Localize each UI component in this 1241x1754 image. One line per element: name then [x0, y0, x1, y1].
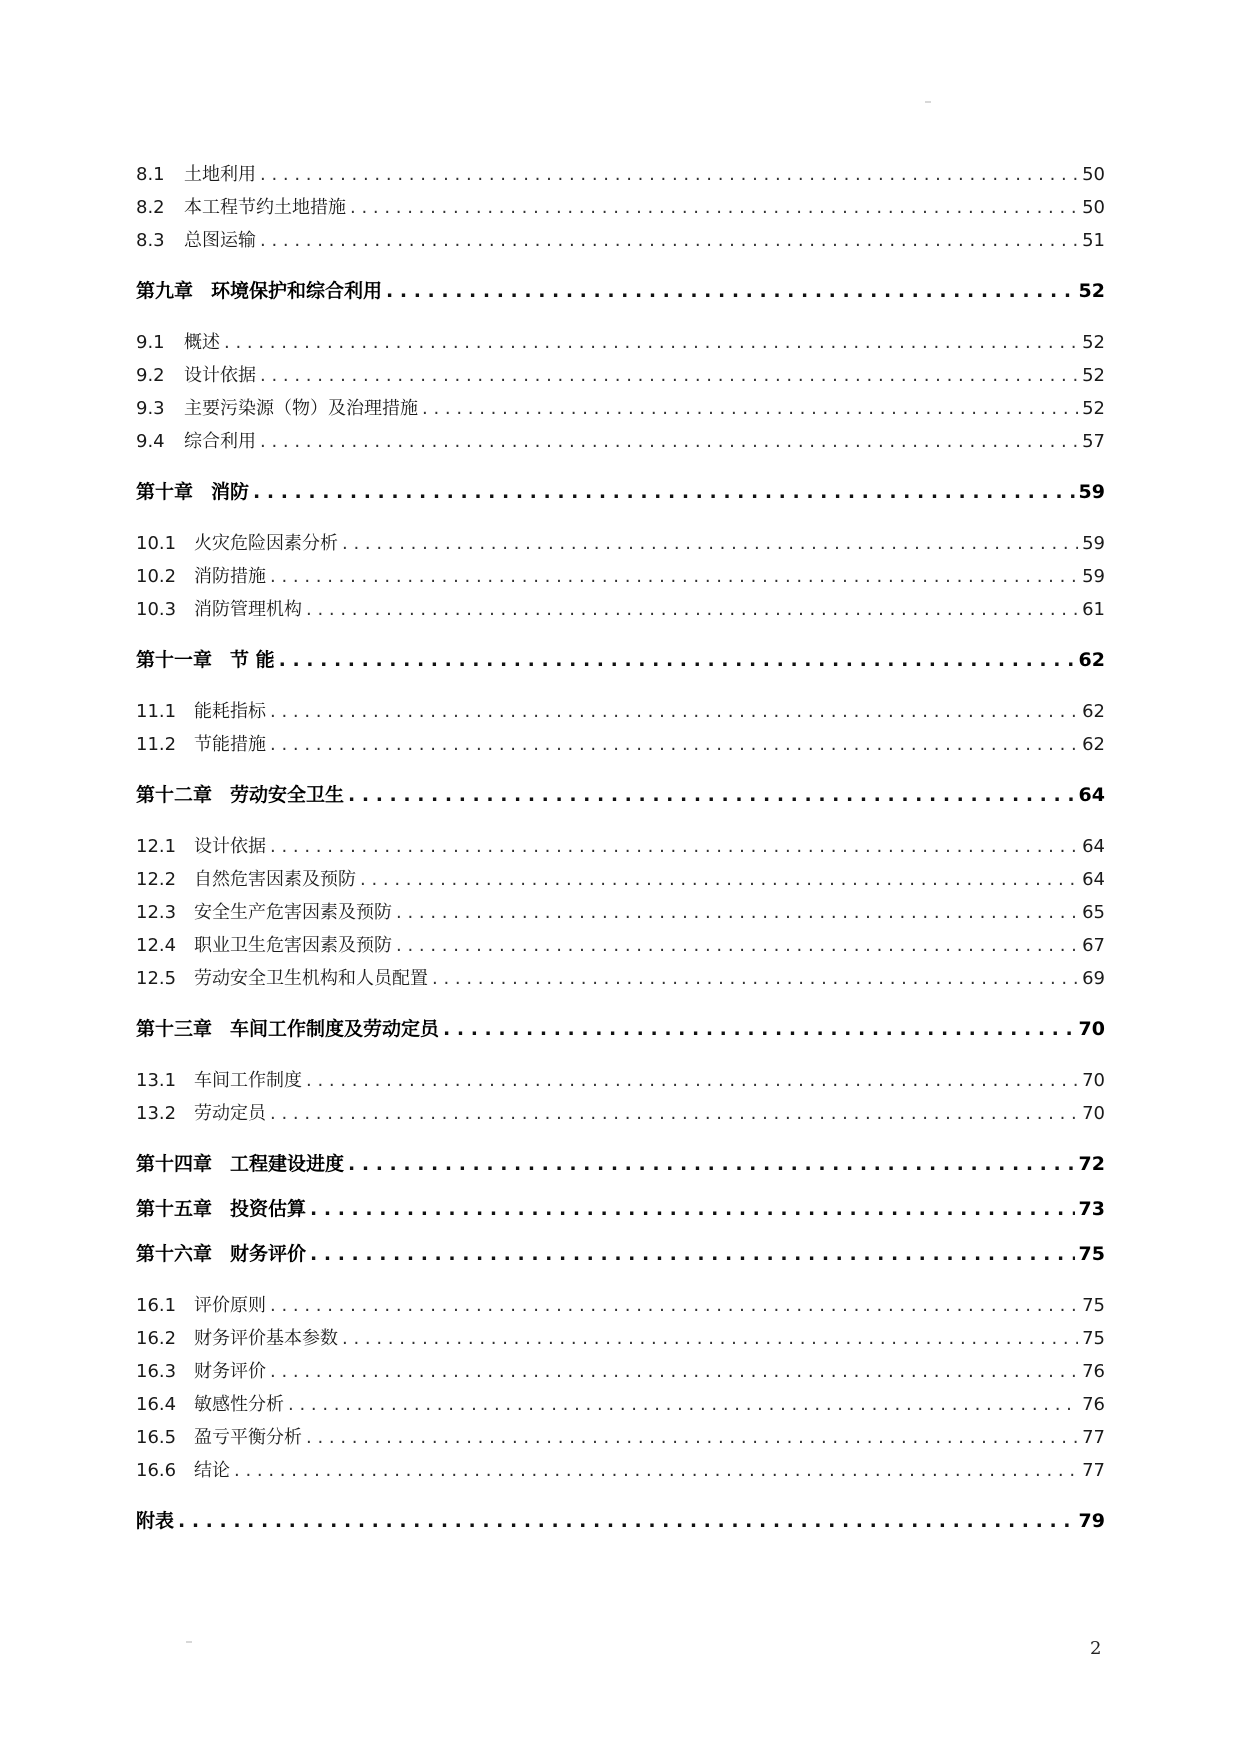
- toc-dot-leader: [396, 896, 1078, 929]
- toc-dot-leader: [306, 1064, 1078, 1097]
- toc-section-entry[interactable]: [136, 527, 1105, 560]
- toc-dot-leader: [270, 695, 1078, 728]
- toc-entry-page: 69: [1082, 968, 1105, 989]
- toc-section-entry[interactable]: [136, 425, 1105, 458]
- toc-entry-number: 第九章: [136, 280, 194, 302]
- toc-section-entry[interactable]: [136, 224, 1105, 257]
- toc-entry-number: 12.1: [136, 836, 177, 857]
- toc-section-entry[interactable]: [136, 1064, 1105, 1097]
- toc-entry-number: 第十章: [136, 481, 194, 503]
- toc-entry-title: 节 能: [230, 649, 275, 671]
- toc-chapter-entry[interactable]: [136, 1007, 1105, 1052]
- toc-dot-leader: [260, 359, 1078, 392]
- toc-entry-number: 13.1: [136, 1070, 177, 1091]
- toc-entry-title: 盈亏平衡分析: [194, 1427, 302, 1448]
- toc-section-entry[interactable]: [136, 863, 1105, 896]
- toc-entry-title: 能耗指标: [194, 701, 266, 722]
- toc-entry-page: 62: [1078, 649, 1105, 671]
- toc-dot-leader: [234, 1454, 1078, 1487]
- toc-dot-leader: [350, 191, 1078, 224]
- toc-section-entry[interactable]: [136, 1421, 1105, 1454]
- toc-entry-title: 投资估算: [230, 1198, 307, 1220]
- toc-dot-leader: [270, 560, 1078, 593]
- toc-entry-page: 61: [1082, 599, 1105, 620]
- toc-entry-number: 10.1: [136, 533, 177, 554]
- toc-dot-leader: [306, 593, 1078, 626]
- toc-entry-page: 75: [1082, 1295, 1105, 1316]
- toc-entry-page: 50: [1082, 197, 1105, 218]
- toc-entry-page: 62: [1082, 734, 1105, 755]
- toc-entry-number: 8.2: [136, 197, 165, 218]
- toc-entry-title: 火灾危险因素分析: [194, 533, 338, 554]
- toc-entry-title: 车间工作制度: [194, 1070, 302, 1091]
- toc-entry-page: 67: [1082, 935, 1105, 956]
- toc-entry-number: 第十一章: [136, 649, 213, 671]
- toc-dot-leader: [178, 1499, 1075, 1544]
- toc-entry-page: 52: [1082, 398, 1105, 419]
- toc-entry-number: 第十五章: [136, 1198, 213, 1220]
- toc-entry-number: 11.2: [136, 734, 177, 755]
- toc-dot-leader: [348, 773, 1075, 818]
- toc-entry-number: 12.4: [136, 935, 177, 956]
- toc-entry-title: 财务评价: [230, 1243, 307, 1265]
- toc-entry-number: 16.5: [136, 1427, 177, 1448]
- toc-section-entry[interactable]: [136, 929, 1105, 962]
- toc-section-entry[interactable]: [136, 1097, 1105, 1130]
- toc-entry-page: 79: [1078, 1510, 1105, 1532]
- toc-chapter-entry[interactable]: [136, 773, 1105, 818]
- toc-section-entry[interactable]: [136, 830, 1105, 863]
- page-number: 2: [1090, 1638, 1102, 1659]
- toc-dot-leader: [270, 1289, 1078, 1322]
- toc-entry-title: 劳动安全卫生机构和人员配置: [194, 968, 428, 989]
- toc-section-entry[interactable]: [136, 359, 1105, 392]
- toc-entry-title: 安全生产危害因素及预防: [194, 902, 392, 923]
- toc-entry-number: 10.3: [136, 599, 177, 620]
- toc-entry-number: 12.3: [136, 902, 177, 923]
- toc-entry-title: 劳动安全卫生: [230, 784, 345, 806]
- toc-section-entry[interactable]: [136, 962, 1105, 995]
- toc-entry-title: 劳动定员: [194, 1103, 266, 1124]
- toc-entry-page: 62: [1082, 701, 1105, 722]
- toc-entry-page: 70: [1078, 1018, 1105, 1040]
- toc-chapter-entry[interactable]: [136, 269, 1105, 314]
- toc-entry-title: 消防管理机构: [194, 599, 302, 620]
- toc-entry-number: 9.2: [136, 365, 165, 386]
- toc-entry-page: 64: [1082, 869, 1105, 890]
- toc-section-entry[interactable]: [136, 1322, 1105, 1355]
- toc-dot-leader: [260, 425, 1078, 458]
- toc-entry-page: 59: [1082, 566, 1105, 587]
- toc-dot-leader: [342, 527, 1078, 560]
- toc-section-entry[interactable]: [136, 728, 1105, 761]
- toc-entry-title: 结论: [194, 1460, 230, 1481]
- toc-entry-title: 工程建设进度: [230, 1153, 345, 1175]
- toc-entry-title: 设计依据: [194, 836, 266, 857]
- toc-dot-leader: [270, 1355, 1078, 1388]
- toc-entry-number: 11.1: [136, 701, 177, 722]
- toc-section-entry[interactable]: [136, 1388, 1105, 1421]
- toc-entry-title: 主要污染源（物）及治理措施: [184, 398, 418, 419]
- toc-section-entry[interactable]: [136, 326, 1105, 359]
- toc-entry-title: 土地利用: [184, 164, 256, 185]
- toc-entry-page: 52: [1082, 332, 1105, 353]
- toc-entry-title: 财务评价基本参数: [194, 1328, 338, 1349]
- toc-dot-leader: [270, 1097, 1078, 1130]
- toc-entry-page: 52: [1078, 280, 1105, 302]
- toc-dot-leader: [224, 326, 1078, 359]
- toc-entry-page: 76: [1082, 1394, 1105, 1415]
- toc-entry-number: 13.2: [136, 1103, 177, 1124]
- toc-section-entry[interactable]: [136, 1289, 1105, 1322]
- toc-entry-page: 77: [1082, 1427, 1105, 1448]
- toc-dot-leader: [253, 470, 1075, 515]
- toc-entry-number: 第十三章: [136, 1018, 213, 1040]
- toc-dot-leader: [279, 638, 1075, 683]
- table-of-contents: [136, 158, 1105, 1544]
- toc-entry-page: 70: [1082, 1070, 1105, 1091]
- toc-section-entry[interactable]: [136, 896, 1105, 929]
- toc-entry-title: 自然危害因素及预防: [194, 869, 356, 890]
- toc-entry-number: 10.2: [136, 566, 177, 587]
- toc-dot-leader: [310, 1232, 1075, 1277]
- toc-dot-leader: [386, 269, 1075, 314]
- toc-entry-title: 综合利用: [184, 431, 256, 452]
- toc-entry-title: 本工程节约土地措施: [184, 197, 346, 218]
- toc-entry-title: 评价原则: [194, 1295, 266, 1316]
- toc-dot-leader: [260, 158, 1078, 191]
- toc-chapter-entry[interactable]: [136, 1142, 1105, 1187]
- toc-entry-title: 附表: [136, 1510, 175, 1532]
- toc-chapter-entry[interactable]: [136, 470, 1105, 515]
- toc-chapter-entry[interactable]: [136, 1187, 1105, 1232]
- toc-entry-page: 70: [1082, 1103, 1105, 1124]
- toc-section-entry[interactable]: [136, 695, 1105, 728]
- toc-entry-title: 消防: [211, 481, 250, 503]
- toc-entry-page: 72: [1078, 1153, 1105, 1175]
- toc-entry-number: 8.1: [136, 164, 165, 185]
- toc-entry-number: 16.3: [136, 1361, 177, 1382]
- toc-dot-leader: [260, 224, 1078, 257]
- toc-entry-page: 59: [1082, 533, 1105, 554]
- toc-entry-number: 12.5: [136, 968, 177, 989]
- toc-section-entry[interactable]: [136, 593, 1105, 626]
- toc-entry-page: 59: [1078, 481, 1105, 503]
- toc-entry-number: 16.4: [136, 1394, 177, 1415]
- toc-entry-page: 50: [1082, 164, 1105, 185]
- toc-entry-title: 节能措施: [194, 734, 266, 755]
- toc-entry-number: 16.1: [136, 1295, 177, 1316]
- toc-entry-number: 9.1: [136, 332, 165, 353]
- toc-dot-leader: [288, 1388, 1078, 1421]
- toc-section-entry[interactable]: [136, 158, 1105, 191]
- toc-dot-leader: [348, 1142, 1075, 1187]
- toc-dot-leader: [270, 728, 1078, 761]
- toc-entry-number: 16.2: [136, 1328, 177, 1349]
- toc-entry-page: 75: [1082, 1328, 1105, 1349]
- toc-chapter-entry[interactable]: [136, 638, 1105, 683]
- toc-entry-number: 9.3: [136, 398, 165, 419]
- toc-dot-leader: [432, 962, 1078, 995]
- toc-dot-leader: [443, 1007, 1075, 1052]
- toc-entry-page: 76: [1082, 1361, 1105, 1382]
- toc-entry-title: 敏感性分析: [194, 1394, 284, 1415]
- toc-dot-leader: [306, 1421, 1078, 1454]
- scan-mark: [186, 1641, 192, 1643]
- toc-section-entry[interactable]: [136, 560, 1105, 593]
- toc-entry-page: 77: [1082, 1460, 1105, 1481]
- toc-section-entry[interactable]: [136, 1454, 1105, 1487]
- toc-dot-leader: [310, 1187, 1075, 1232]
- toc-section-entry[interactable]: [136, 1355, 1105, 1388]
- toc-entry-title: 车间工作制度及劳动定员: [230, 1018, 440, 1040]
- toc-entry-title: 消防措施: [194, 566, 266, 587]
- scan-mark: [925, 101, 931, 103]
- toc-dot-leader: [270, 830, 1078, 863]
- toc-section-entry[interactable]: [136, 191, 1105, 224]
- toc-entry-page: 73: [1078, 1198, 1105, 1220]
- toc-entry-title: 环境保护和综合利用: [211, 280, 383, 302]
- toc-entry-number: 第十六章: [136, 1243, 213, 1265]
- toc-entry-page: 75: [1078, 1243, 1105, 1265]
- toc-entry-title: 财务评价: [194, 1361, 266, 1382]
- toc-entry-title: 总图运输: [184, 230, 256, 251]
- toc-entry-title: 概述: [184, 332, 220, 353]
- toc-entry-page: 64: [1082, 836, 1105, 857]
- toc-chapter-entry[interactable]: [136, 1499, 1105, 1544]
- toc-entry-title: 职业卫生危害因素及预防: [194, 935, 392, 956]
- toc-entry-number: 8.3: [136, 230, 165, 251]
- toc-entry-number: 第十四章: [136, 1153, 213, 1175]
- toc-entry-page: 51: [1082, 230, 1105, 251]
- toc-entry-page: 64: [1078, 784, 1105, 806]
- toc-entry-number: 16.6: [136, 1460, 177, 1481]
- toc-entry-page: 52: [1082, 365, 1105, 386]
- toc-entry-page: 65: [1082, 902, 1105, 923]
- toc-entry-title: 设计依据: [184, 365, 256, 386]
- toc-entry-number: 第十二章: [136, 784, 213, 806]
- toc-chapter-entry[interactable]: [136, 1232, 1105, 1277]
- toc-entry-number: 9.4: [136, 431, 165, 452]
- toc-dot-leader: [360, 863, 1078, 896]
- toc-entry-number: 12.2: [136, 869, 177, 890]
- toc-dot-leader: [396, 929, 1078, 962]
- toc-dot-leader: [422, 392, 1078, 425]
- toc-dot-leader: [342, 1322, 1078, 1355]
- toc-entry-page: 57: [1082, 431, 1105, 452]
- toc-section-entry[interactable]: [136, 392, 1105, 425]
